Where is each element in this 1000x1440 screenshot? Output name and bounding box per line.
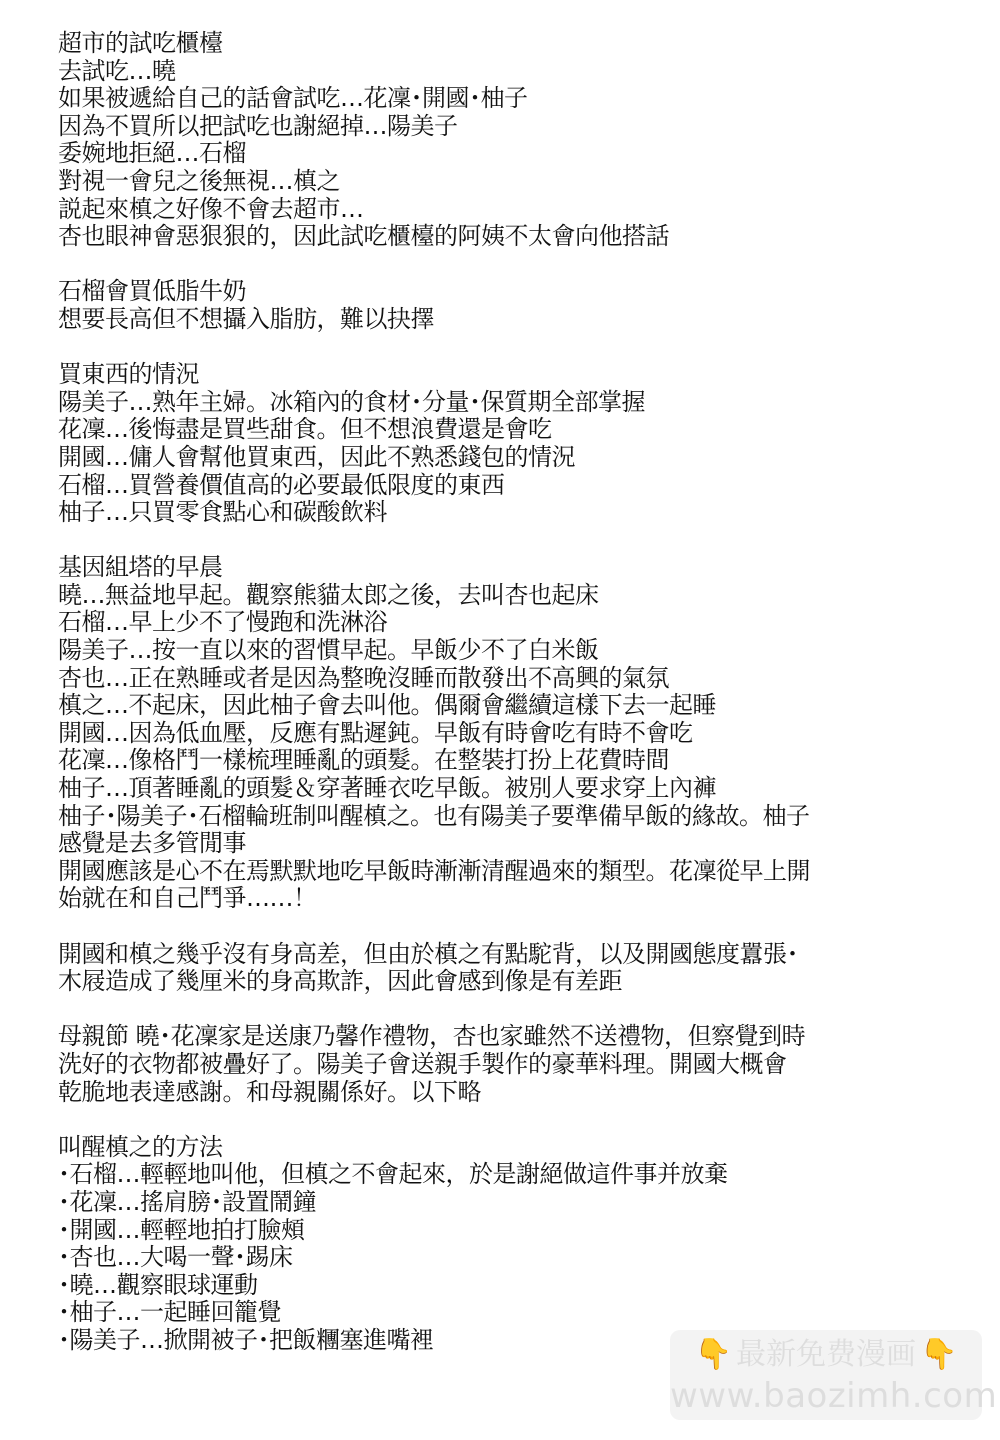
text-line: 開國…因為低血壓，反應有點遲鈍。早飯有時會吃有時不會吃 bbox=[58, 718, 693, 747]
section-heading: 叫醒槙之的方法 bbox=[58, 1132, 223, 1161]
text-line: 洗好的衣物都被疊好了。陽美子會送親手製作的豪華料理。開國大概會 bbox=[58, 1049, 787, 1078]
watermark-title-row bbox=[670, 1334, 982, 1376]
text-line: 始就在和自己鬥爭……！ bbox=[58, 884, 317, 913]
text-line: 想要長高但不想攝入脂肪，難以抉擇 bbox=[58, 304, 434, 333]
text-line: 母親節 曉･花凜家是送康乃馨作禮物，杏也家雖然不送禮物，但察覺到時 bbox=[58, 1022, 806, 1051]
text-line: 乾脆地表達感謝。和母親關係好。以下略 bbox=[58, 1077, 481, 1106]
list-item: ･陽美子…掀開被子･把飯糰塞進嘴裡 bbox=[58, 1325, 434, 1354]
text-line: 杏也眼神會惡狠狠的，因此試吃櫃檯的阿姨不太會向他搭話 bbox=[58, 222, 669, 251]
text-line: 開國應該是心不在焉默默地吃早飯時漸漸清醒過來的類型。花凜從早上開 bbox=[58, 856, 810, 885]
watermark-title: 最新免费漫画 bbox=[736, 1337, 916, 1372]
paragraph-gap bbox=[58, 251, 978, 279]
section-supermarket-sampling bbox=[58, 30, 978, 251]
text-line: 槙之…不起床，因此柚子會去叫他。偶爾會繼續這樣下去一起睡 bbox=[58, 691, 716, 720]
pointing-down-hand-icon: 👇 bbox=[920, 1337, 958, 1372]
text-line: 柚子…頂著睡亂的頭髮＆穿著睡衣吃早飯。被別人要求穿上內褲 bbox=[58, 774, 716, 803]
text-line: 開國和槙之幾乎沒有身高差，但由於槙之有點駝背，以及開國態度囂張･ bbox=[58, 939, 798, 968]
text-line: 柚子･陽美子･石榴輪班制叫醒槙之。也有陽美子要準備早飯的緣故。柚子 bbox=[58, 801, 810, 830]
text-line: 感覺是去多管閒事 bbox=[58, 829, 246, 858]
text-line: 木屐造成了幾厘米的身高欺詐，因此會感到像是有差距 bbox=[58, 967, 622, 996]
section-heading: 買東西的情況 bbox=[58, 360, 199, 389]
section-heading: 基因組塔的早晨 bbox=[58, 553, 223, 582]
section-heading: 石榴會買低脂牛奶 bbox=[58, 277, 246, 306]
pointing-down-hand-icon: 👇 bbox=[694, 1337, 732, 1372]
list-item: ･石榴…輕輕地叫他，但槙之不會起來，於是謝絕做這件事并放棄 bbox=[58, 1160, 728, 1189]
section-shopping bbox=[58, 361, 978, 527]
section-waking-methods bbox=[58, 1134, 978, 1355]
section-mothers-day bbox=[58, 1023, 978, 1106]
text-line: 曉…無益地早起。觀察熊貓太郎之後，去叫杏也起床 bbox=[58, 580, 599, 609]
paragraph-gap bbox=[58, 1106, 978, 1134]
text-line: 對視一會兒之後無視…槙之 bbox=[58, 166, 340, 195]
paragraph-gap bbox=[58, 913, 978, 941]
text-line: 石榴…早上少不了慢跑和洗淋浴 bbox=[58, 608, 387, 637]
text-line: 開國…傭人會幫他買東西，因此不熟悉錢包的情況 bbox=[58, 442, 575, 471]
text-line: 杏也…正在熟睡或者是因為整晚沒睡而散發出不高興的氣氛 bbox=[58, 663, 669, 692]
paragraph-gap bbox=[58, 527, 978, 555]
paragraph-gap bbox=[58, 996, 978, 1024]
list-item: ･開國…輕輕地拍打臉頰 bbox=[58, 1215, 305, 1244]
list-item: ･柚子…一起睡回籠覺 bbox=[58, 1298, 281, 1327]
watermark-url[interactable]: www.baozimh.com bbox=[670, 1376, 998, 1416]
text-line: 陽美子…按一直以來的習慣早起。早飯少不了白米飯 bbox=[58, 636, 599, 665]
text-line: 花凜…後悔盡是買些甜食。但不想浪費還是會吃 bbox=[58, 415, 552, 444]
list-item: ･曉…觀察眼球運動 bbox=[58, 1270, 258, 1299]
text-line: 花凜…像格鬥一樣梳理睡亂的頭髮。在整裝打扮上花費時間 bbox=[58, 746, 669, 775]
text-line: 柚子…只買零食點心和碳酸飲料 bbox=[58, 498, 387, 527]
text-line: 石榴…買營養價值高的必要最低限度的東西 bbox=[58, 470, 505, 499]
document-body bbox=[58, 30, 978, 1355]
list-item: ･花凜…搖肩膀･設置鬧鐘 bbox=[58, 1187, 316, 1216]
paragraph-gap bbox=[58, 334, 978, 362]
watermark-badge[interactable] bbox=[670, 1330, 998, 1420]
section-morning bbox=[58, 554, 978, 913]
text-line: 因為不買所以把試吃也謝絕掉…陽美子 bbox=[58, 111, 458, 140]
section-heading: 超市的試吃櫃檯 bbox=[58, 29, 223, 57]
text-line: 去試吃…曉 bbox=[58, 56, 176, 85]
text-line: 陽美子…熟年主婦。冰箱內的食材･分量･保質期全部掌握 bbox=[58, 387, 645, 416]
text-line: 説起來槙之好像不會去超市… bbox=[58, 194, 364, 223]
list-item: ･杏也…大喝一聲･踢床 bbox=[58, 1243, 293, 1272]
text-line: 委婉地拒絕…石榴 bbox=[58, 139, 246, 168]
section-low-fat-milk bbox=[58, 278, 978, 333]
section-height-difference bbox=[58, 941, 978, 996]
text-line: 如果被遞給自己的話會試吃…花凜･開國･柚子 bbox=[58, 84, 528, 113]
